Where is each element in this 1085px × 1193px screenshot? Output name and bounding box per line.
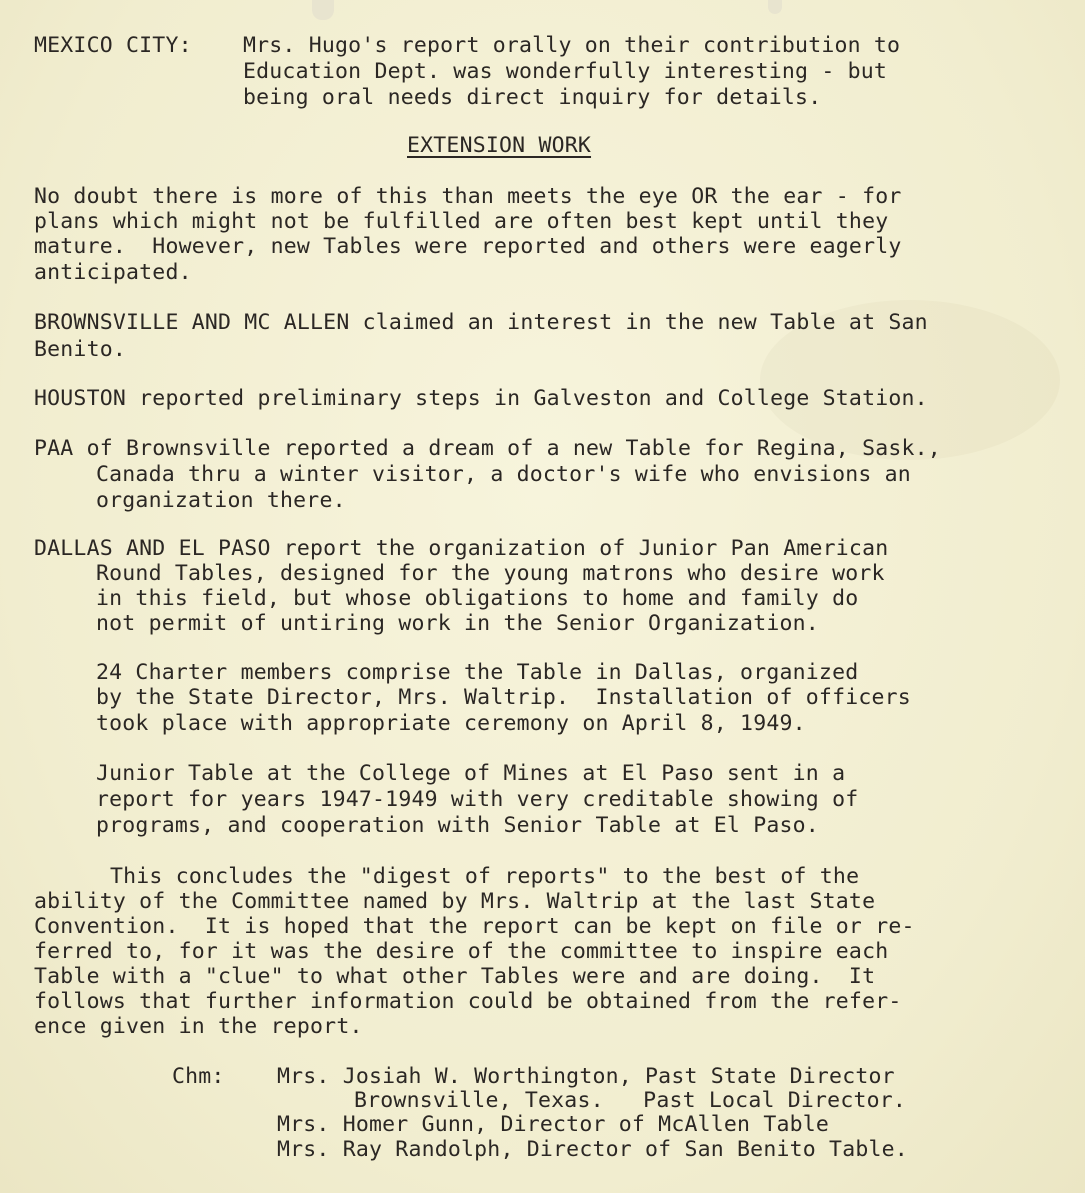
- paper-tear-top-right: [768, 0, 782, 14]
- extension-work-heading: EXTENSION WORK: [407, 133, 592, 158]
- conclusion-line: This concludes the "digest of reports" to the best of the: [110, 864, 860, 889]
- intro-line: No doubt there is more of this than meets the eye OR the ear - for: [34, 184, 902, 209]
- charter-line: by the State Director, Mrs. Waltrip. Installation of officers: [96, 685, 911, 710]
- paa-line: Canada thru a winter visitor, a doctor's wife who envisions an: [96, 462, 911, 487]
- junior-line: programs, and cooperation with Senior Table at El Paso.: [96, 813, 819, 838]
- mexico-city-line: being oral needs direct inquiry for details.: [243, 85, 822, 110]
- junior-line: report for years 1947-1949 with very creditable showing of: [96, 787, 859, 812]
- intro-line: anticipated.: [34, 260, 192, 285]
- signature-line: Mrs. Ray Randolph, Director of San Benito Table.: [277, 1137, 908, 1162]
- conclusion-line: ferred to, for it was the desire of the committee to inspire each: [34, 939, 889, 964]
- dallas-line: DALLAS AND EL PASO report the organization of Junior Pan American: [34, 536, 889, 561]
- intro-line: mature. However, new Tables were reported and others were eagerly: [34, 234, 902, 259]
- mexico-city-line: Mrs. Hugo's report orally on their contribution to: [243, 33, 901, 58]
- conclusion-line: follows that further information could be obtained from the refer-: [34, 989, 902, 1014]
- brownsville-line: BROWNSVILLE AND MC ALLEN claimed an interest in the new Table at San: [34, 310, 928, 335]
- signature-label: Chm:: [172, 1064, 225, 1089]
- signature-line: Brownsville, Texas. Past Local Director.: [354, 1088, 907, 1113]
- conclusion-line: Table with a "clue" to what other Tables were and are doing. It: [34, 964, 876, 989]
- brownsville-line: Benito.: [34, 337, 127, 362]
- charter-line: 24 Charter members comprise the Table in Dallas, organized: [96, 660, 859, 685]
- paa-line: organization there.: [96, 488, 346, 513]
- conclusion-line: ence given in the report.: [34, 1014, 363, 1039]
- conclusion-line: Convention. It is hoped that the report can be kept on file or re-: [34, 914, 915, 939]
- junior-line: Junior Table at the College of Mines at El Paso sent in a: [96, 761, 846, 786]
- charter-line: took place with appropriate ceremony on April 8, 1949.: [96, 711, 806, 736]
- dallas-line: Round Tables, designed for the young matrons who desire work: [96, 561, 885, 586]
- mexico-city-line: Education Dept. was wonderfully interesting - but: [243, 59, 888, 84]
- signature-line: Mrs. Josiah W. Worthington, Past State Director: [277, 1064, 895, 1089]
- paper-tear-top: [312, 0, 334, 20]
- intro-line: plans which might not be fulfilled are often best kept until they: [34, 209, 889, 234]
- houston-line: HOUSTON reported preliminary steps in Galveston and College Station.: [34, 386, 928, 411]
- dallas-line: in this field, but whose obligations to home and family do: [96, 586, 859, 611]
- signature-line: Mrs. Homer Gunn, Director of McAllen Table: [277, 1112, 830, 1137]
- dallas-line: not permit of untiring work in the Senior Organization.: [96, 611, 819, 636]
- conclusion-line: ability of the Committee named by Mrs. Waltrip at the last State: [34, 889, 876, 914]
- mexico-city-label: MEXICO CITY:: [34, 33, 192, 58]
- paa-line: PAA of Brownsville reported a dream of a new Table for Regina, Sask.,: [34, 436, 941, 461]
